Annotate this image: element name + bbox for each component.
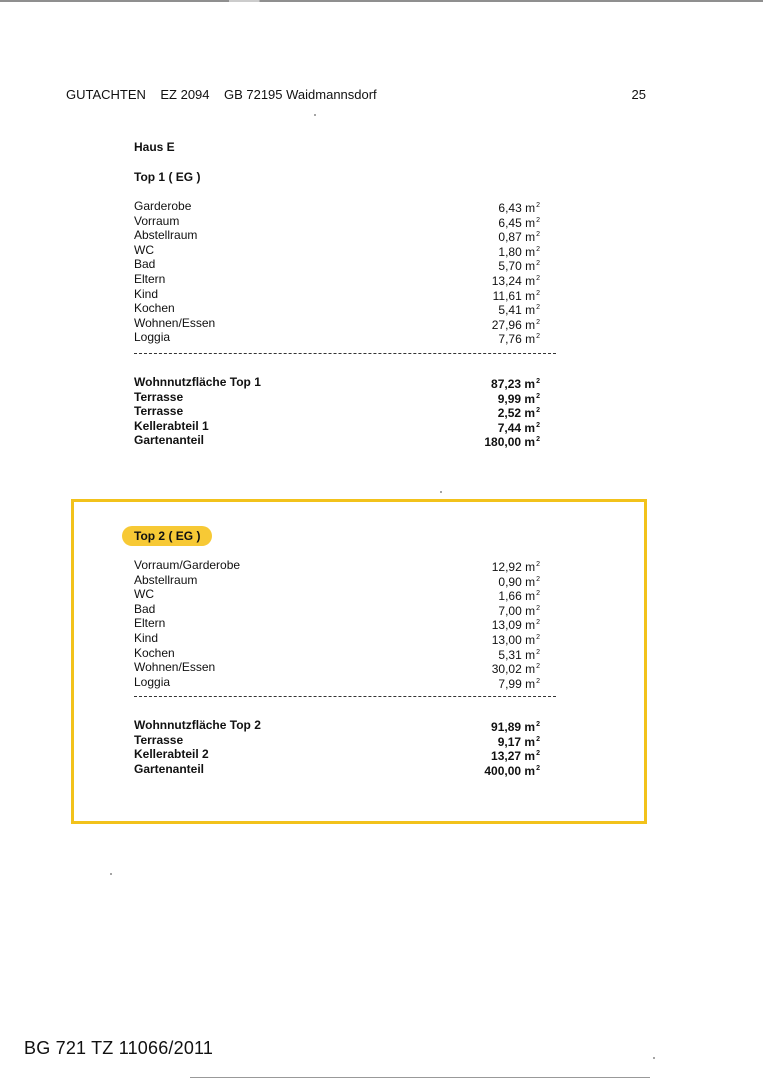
footer-reference: BG 721 TZ 11066/2011 xyxy=(24,1038,214,1058)
page-number: 25 xyxy=(631,87,646,102)
room-area xyxy=(498,330,540,347)
unit-exponent: 2 xyxy=(536,378,540,385)
area-value: 13,24 m xyxy=(491,273,536,288)
room-name: Garderobe xyxy=(134,199,192,213)
area-row xyxy=(134,390,540,405)
area-row xyxy=(134,558,540,573)
unit-exponent: 2 xyxy=(536,421,540,429)
scan-edge-top xyxy=(0,0,763,2)
area-value: 180,00 m xyxy=(484,435,536,450)
scan-edge-bottom xyxy=(190,1077,650,1078)
room-name: Abstellraum xyxy=(134,572,198,587)
area-value: 7,99 m xyxy=(498,676,536,691)
area-row xyxy=(134,404,540,419)
area-value: 6,45 m xyxy=(498,215,536,230)
area-value: 11,61 m xyxy=(492,288,536,303)
unit-exponent: 2 xyxy=(536,260,540,268)
scan-speck xyxy=(314,114,316,116)
room-name: Kellerabteil 1 xyxy=(134,418,209,433)
area-row xyxy=(134,272,540,287)
area-value: 400,00 m xyxy=(484,763,536,778)
room-name: Bad xyxy=(134,257,156,272)
area-row xyxy=(134,602,540,617)
unit-exponent: 2 xyxy=(536,764,540,772)
area-value: 13,27 m xyxy=(491,749,536,764)
area-row xyxy=(134,675,540,690)
room-area xyxy=(484,433,540,450)
area-value: 91,89 m xyxy=(491,720,536,734)
area-value: 0,90 m xyxy=(498,574,536,589)
unit-exponent: 2 xyxy=(536,304,540,312)
room-name: WC xyxy=(134,242,154,257)
area-value: 1,80 m xyxy=(498,244,536,259)
area-row xyxy=(134,214,540,229)
unit-exponent: 2 xyxy=(536,216,540,224)
area-row xyxy=(134,375,540,390)
area-value: 13,09 m xyxy=(491,618,536,633)
room-name: Wohnen/Essen xyxy=(134,660,216,675)
top1-divider xyxy=(134,353,556,354)
room-name: Wohnen/Essen xyxy=(134,315,216,330)
top2-title: Top 2 ( EG ) xyxy=(122,526,212,546)
unit-exponent: 2 xyxy=(536,274,540,282)
room-name: Vorraum/Garderobe xyxy=(134,558,241,572)
area-value: 87,23 m xyxy=(491,377,536,391)
room-name: Loggia xyxy=(134,674,171,689)
unit-exponent: 2 xyxy=(536,245,540,253)
area-value: 5,41 m xyxy=(498,303,536,318)
unit-exponent: 2 xyxy=(536,407,540,415)
room-name: WC xyxy=(134,587,154,602)
area-value: 7,76 m xyxy=(498,332,536,347)
unit-exponent: 2 xyxy=(536,333,540,341)
unit-exponent: 2 xyxy=(536,750,540,758)
area-row xyxy=(134,287,540,302)
unit-exponent: 2 xyxy=(536,590,540,598)
unit-exponent: 2 xyxy=(536,436,540,444)
unit-exponent: 2 xyxy=(536,231,540,239)
area-row xyxy=(134,301,540,316)
area-row xyxy=(134,747,540,762)
top2-summary-list xyxy=(134,718,540,776)
area-row xyxy=(134,646,540,661)
area-row xyxy=(134,616,540,631)
top2-room-list xyxy=(134,558,540,689)
top1-summary-list xyxy=(134,375,540,448)
room-name: Kind xyxy=(134,630,159,645)
area-value: 2,52 m xyxy=(497,406,536,421)
unit-exponent: 2 xyxy=(536,619,540,627)
room-name: Terrasse xyxy=(134,404,184,419)
area-value: 27,96 m xyxy=(491,317,536,332)
area-value: 30,02 m xyxy=(491,662,536,677)
room-name: Loggia xyxy=(134,330,171,345)
top2-divider xyxy=(134,696,556,697)
room-name: Kind xyxy=(134,286,159,301)
area-value: 12,92 m xyxy=(491,560,536,574)
unit-exponent: 2 xyxy=(536,735,540,743)
unit-exponent: 2 xyxy=(536,289,540,297)
house-title: Haus E xyxy=(134,140,175,154)
room-name: Gartenanteil xyxy=(134,761,205,776)
room-name: Eltern xyxy=(134,271,166,286)
top1-title: Top 1 ( EG ) xyxy=(134,170,201,184)
document-title: GUTACHTEN EZ 2094 GB 72195 Waidmannsdorf xyxy=(66,87,377,102)
area-row xyxy=(134,199,540,214)
room-name: Kochen xyxy=(134,301,175,316)
area-value: 7,44 m xyxy=(497,420,536,435)
area-value: 6,43 m xyxy=(498,201,536,215)
area-row xyxy=(134,228,540,243)
room-name: Vorraum xyxy=(134,213,180,228)
unit-exponent: 2 xyxy=(536,318,540,326)
unit-exponent: 2 xyxy=(536,561,540,568)
area-row xyxy=(134,718,540,733)
room-name: Gartenanteil xyxy=(134,433,205,448)
unit-exponent: 2 xyxy=(536,677,540,685)
scan-speck xyxy=(110,873,112,875)
unit-exponent: 2 xyxy=(536,721,540,728)
area-row xyxy=(134,587,540,602)
top1-room-list xyxy=(134,199,540,345)
area-value: 5,70 m xyxy=(498,259,536,274)
unit-exponent: 2 xyxy=(536,575,540,583)
area-value: 9,17 m xyxy=(497,734,536,749)
room-name: Kochen xyxy=(134,645,175,660)
room-name: Terrasse xyxy=(134,732,184,747)
room-name: Abstellraum xyxy=(134,228,198,243)
area-row xyxy=(134,330,540,345)
area-value: 7,00 m xyxy=(498,603,536,618)
room-name: Wohnnutzfläche Top 1 xyxy=(134,375,261,389)
area-row xyxy=(134,631,540,646)
area-row xyxy=(134,733,540,748)
area-row xyxy=(134,419,540,434)
area-value: 0,87 m xyxy=(498,230,536,245)
unit-exponent: 2 xyxy=(536,633,540,641)
area-row xyxy=(134,762,540,777)
page-header xyxy=(66,87,646,107)
area-row xyxy=(134,316,540,331)
area-row xyxy=(134,573,540,588)
unit-exponent: 2 xyxy=(536,663,540,671)
room-name: Kellerabteil 2 xyxy=(134,747,209,762)
room-name: Terrasse xyxy=(134,389,184,404)
area-row xyxy=(134,433,540,448)
unit-exponent: 2 xyxy=(536,648,540,656)
scan-speck xyxy=(440,491,442,493)
unit-exponent: 2 xyxy=(536,202,540,209)
unit-exponent: 2 xyxy=(536,604,540,612)
area-value: 1,66 m xyxy=(498,589,536,604)
area-value: 13,00 m xyxy=(491,632,536,647)
area-value: 9,99 m xyxy=(497,391,536,406)
room-name: Bad xyxy=(134,601,156,616)
area-row xyxy=(134,660,540,675)
area-row xyxy=(134,257,540,272)
room-name: Eltern xyxy=(134,616,166,631)
area-value: 5,31 m xyxy=(498,647,536,662)
room-name: Wohnnutzfläche Top 2 xyxy=(134,718,261,732)
scan-speck xyxy=(653,1057,655,1059)
room-area xyxy=(498,675,540,692)
room-area xyxy=(484,762,540,779)
unit-exponent: 2 xyxy=(536,392,540,400)
area-row xyxy=(134,243,540,258)
